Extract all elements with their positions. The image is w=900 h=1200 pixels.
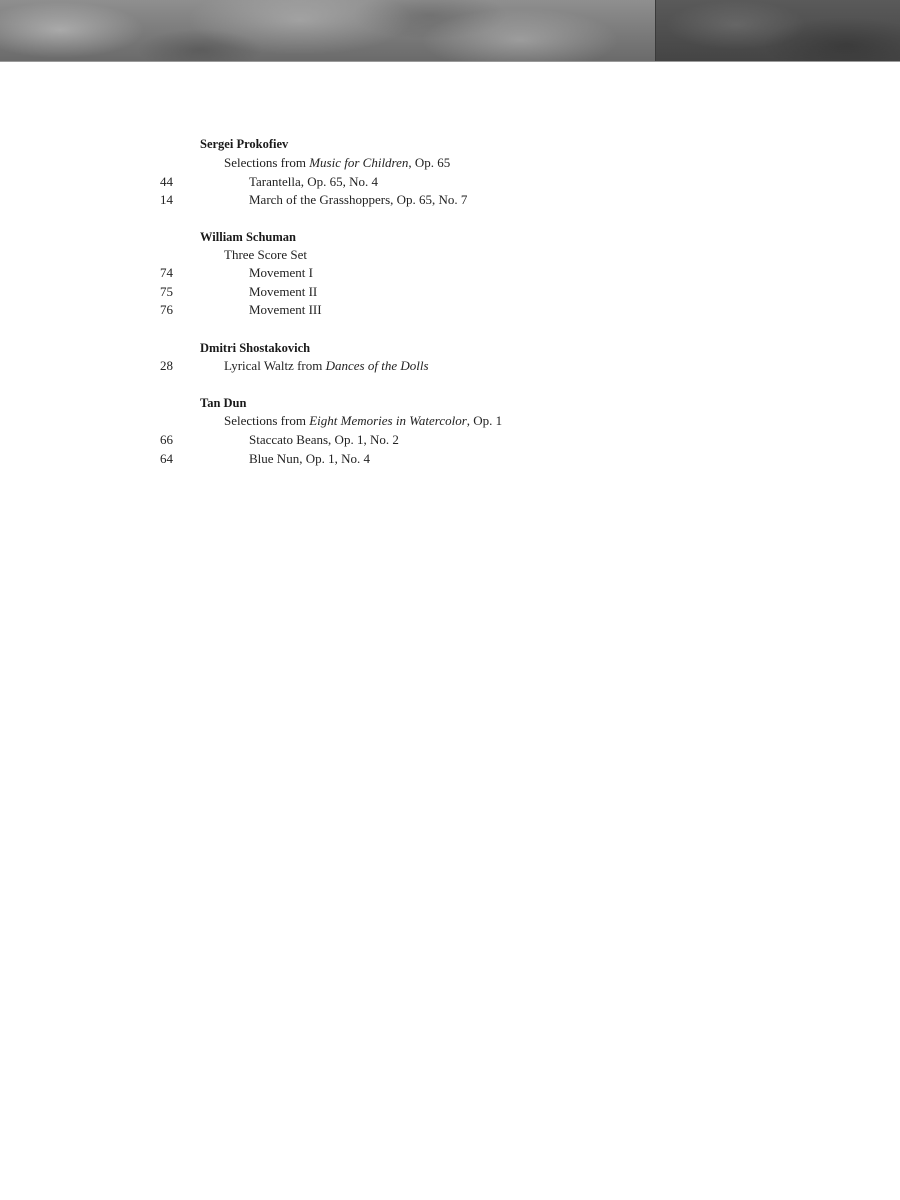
composer-name: Dmitri Shostakovich — [200, 341, 311, 355]
piece-title: March of the Grasshoppers, Op. 65, No. 7 — [249, 192, 468, 207]
collection-title — [224, 154, 450, 172]
header-divider — [0, 61, 900, 62]
page-number: 76 — [160, 302, 173, 317]
piece-title — [224, 357, 429, 375]
piece-title: Movement I — [249, 265, 313, 280]
page-number: 75 — [160, 284, 173, 299]
collection-prefix: Selections from — [224, 413, 310, 428]
page-number: 14 — [160, 192, 173, 207]
collection-title: Three Score Set — [224, 247, 308, 262]
collection-suffix: , Op. 1 — [466, 413, 503, 428]
page-number: 64 — [160, 451, 173, 466]
page-number: 28 — [160, 358, 173, 373]
piece-title: Blue Nun, Op. 1, No. 4 — [249, 451, 370, 466]
piece-title: Tarantella, Op. 65, No. 4 — [249, 174, 379, 189]
header-banner-dark-panel — [655, 0, 900, 62]
piece-title: Movement II — [249, 284, 318, 299]
collection-italic-title: Music for Children — [309, 155, 409, 170]
piece-italic-title: Dances of the Dolls — [325, 358, 429, 373]
page-number: 44 — [160, 174, 173, 189]
piece-title: Staccato Beans, Op. 1, No. 2 — [249, 432, 399, 447]
collection-title — [224, 412, 502, 430]
page-number: 66 — [160, 432, 173, 447]
collection-prefix: Selections from — [224, 155, 310, 170]
composer-name: William Schuman — [200, 230, 296, 244]
page-number: 74 — [160, 265, 173, 280]
piece-title: Movement III — [249, 302, 322, 317]
piece-prefix: Lyrical Waltz from — [224, 358, 326, 373]
composer-name: Tan Dun — [200, 396, 247, 410]
collection-italic-title: Eight Memories in Watercolor — [309, 413, 467, 428]
composer-name: Sergei Prokofiev — [200, 137, 289, 151]
collection-suffix: , Op. 65 — [408, 155, 451, 170]
